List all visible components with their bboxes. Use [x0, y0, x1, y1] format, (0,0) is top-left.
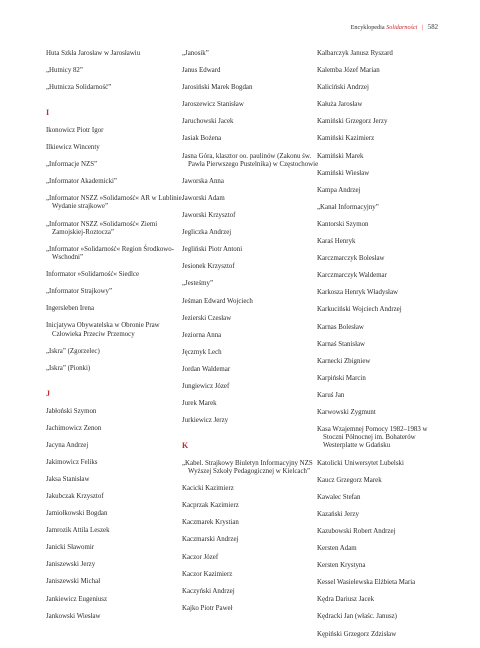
index-entry: Karnaś Stanisław — [317, 340, 366, 348]
index-entry: Jeziorna Anna — [182, 331, 222, 339]
index-entry: Jungiewicz Józef — [182, 382, 230, 390]
index-entry: Kawalec Stefan — [317, 493, 361, 501]
index-entry: Kaczmarski Andrzej — [182, 536, 239, 544]
index-entry: Informator »Solidarność« Siedlce — [46, 271, 139, 279]
index-entry: Jesionek Krzysztof — [182, 263, 235, 271]
index-entry: Jurkiewicz Jerzy — [182, 417, 229, 425]
index-entry: Janiszewski Jerzy — [46, 561, 96, 569]
index-entry: Jegliczka Andrzej — [182, 229, 232, 237]
publication-title: Encyklopedia — [350, 24, 385, 31]
header-separator: | — [422, 24, 424, 31]
index-entry: Kamiński Kazimierz — [317, 135, 375, 143]
index-entry: Ikonowicz Piotr Igor — [46, 126, 104, 134]
index-entry: Jegliński Piotr Antoni — [182, 246, 243, 254]
index-entry: Kałuża Jarosław — [317, 101, 363, 109]
index-entry: Kersten Krystyna — [317, 562, 366, 570]
page-number: 582 — [427, 24, 438, 31]
index-entry: „Informator NSZZ »Solidarność« AR w Lublinie. Wydanie strajkowe” — [46, 195, 184, 211]
index-entry: Kędracki Jan (właśc. Janusz) — [317, 613, 397, 621]
index-entry: „Informator Strajkowy” — [46, 288, 113, 296]
index-entry: Kacicki Kazimierz — [182, 485, 234, 493]
index-entry: Janus Edward — [182, 67, 221, 75]
index-entry: Kaczor Kazimierz — [182, 570, 233, 578]
index-entry: Huta Szkła Jarosław w Jarosławiu — [46, 50, 141, 57]
index-entry: Kalemba Józef Marian — [317, 67, 380, 75]
section-letter-heading: I — [46, 108, 50, 118]
index-entry: Kazański Jerzy — [317, 510, 359, 518]
publication-brand: Solidarności — [386, 24, 418, 31]
index-entry: Kajko Piotr Paweł — [182, 604, 233, 612]
index-entry: Jaworski Adam — [182, 194, 225, 202]
index-entry: Ilkiewicz Wincenty — [46, 143, 100, 151]
index-entry: „Informacje NZS” — [46, 161, 98, 169]
index-entry: Kersten Adam — [317, 545, 357, 553]
section-letter-heading: J — [46, 389, 50, 399]
running-header — [351, 24, 438, 31]
index-entry: Kampa Andrzej — [317, 186, 361, 194]
index-entry: Janiszewski Michał — [46, 578, 101, 586]
index-entry: „Hutnicy 82” — [46, 67, 83, 75]
index-entry: Jasiak Bożena — [182, 135, 222, 143]
index-entry: „Hutnicza Solidarność” — [46, 84, 112, 92]
index-column-3 — [317, 50, 447, 648]
index-entry: Jurek Marek — [182, 400, 217, 408]
index-entry: Janicki Sławomir — [46, 544, 95, 552]
index-entry: Kasa Wzajemnej Pomocy 1982–1983 w Stoczni Północnej im. Bohaterów Westerplatte w Gdańsku — [317, 426, 428, 450]
index-entry: „Kabel. Strajkowy Biuletyn Informacyjny NZS Wyższej Szkoły Pedagogicznej w Kielcach” — [182, 459, 313, 476]
index-entry: Jaruchowski Jacek — [182, 118, 234, 126]
index-entry: Jaworska Anna — [182, 177, 224, 185]
index-entry: Jaksa Stanisław — [46, 475, 90, 483]
index-entry: Jasna Góra, klasztor oo. paulinów (Zakonu św. Pawła Pierwszego Pustelnika) w Częstochowie — [182, 152, 319, 168]
index-entry: Jarosiński Marek Bogdan — [182, 84, 253, 92]
index-entry: Karnecki Zbigniew — [317, 357, 371, 365]
index-entry: Inicjatywa Obywatelska w Obronie Praw Człowieka Przeciw Przemocy — [46, 322, 160, 338]
index-column-1 — [46, 50, 186, 630]
index-entry: „Kanał Informacyjny” — [317, 203, 379, 211]
index-entry: Jankiewicz Eugeniusz — [46, 595, 108, 603]
index-entry: „Iskra” (Pionki) — [46, 364, 91, 372]
index-entry: Kaucz Grzegorz Marek — [317, 476, 382, 484]
index-entry: Kalbarczyk Janusz Ryszard — [317, 50, 393, 57]
index-entry: Kessel Wasielewska Elżbieta Maria — [317, 579, 416, 587]
index-entry: Jaworski Krzysztof — [182, 212, 236, 220]
index-entry: Jacyna Andrzej — [46, 441, 89, 449]
index-entry: „Informator Akademicki” — [46, 178, 117, 186]
index-entry: Karczmarczyk Waldemar — [317, 272, 387, 280]
index-entry: „Jesteśmy” — [182, 280, 213, 288]
index-entry: „Informator »Solidarność« Region Środkowo-Wschodni” — [46, 245, 175, 262]
index-entry: Jankowski Wiesław — [46, 612, 101, 620]
index-entry: Karpiński Marcin — [317, 374, 366, 382]
index-entry: Jamiołkowski Bogdan — [46, 510, 108, 518]
section-letter-heading: K — [182, 441, 189, 451]
index-entry: Jaroszewicz Stanisław — [182, 101, 244, 109]
index-entry: Karkuciński Wojciech Andrzej — [317, 306, 402, 314]
index-entry: Kamiński Grzegorz Jerzy — [317, 118, 388, 126]
index-entry: Jęczmyk Lech — [182, 348, 222, 356]
index-entry: „Informator NSZZ »Solidarność« Ziemi Zamojskiej-Roztocza” — [46, 220, 158, 236]
index-entry: „Iskra” (Zgorzelec) — [46, 347, 100, 355]
index-entry: Kacprzak Kazimierz — [182, 502, 239, 510]
index-entry: Karaś Henryk — [317, 238, 356, 246]
index-entry: Jakimowicz Feliks — [46, 458, 98, 466]
index-entry: Kaczyński Andrzej — [182, 587, 235, 595]
index-entry: Ingersleben Irena — [46, 305, 95, 313]
index-entry: Katolicki Uniwersytet Lubelski — [317, 459, 404, 467]
index-entry: Jezierski Czesław — [182, 314, 232, 322]
index-entry: Kępiński Grzegorz Zdzisław — [317, 630, 397, 638]
index-entry: Jordan Waldemar — [182, 365, 231, 373]
index-entry: Karkosza Henryk Władysław — [317, 289, 399, 297]
index-entry: Jachimowicz Zenon — [46, 424, 102, 432]
index-entry: Jakubczak Krzysztof — [46, 493, 104, 500]
index-entry: Karuś Jan — [317, 391, 345, 399]
index-entry: Kędra Dariusz Jacek — [317, 596, 375, 604]
index-entry: Jabłoński Szymon — [46, 407, 97, 415]
index-entry: Jamrozik Attila Leszek — [46, 527, 110, 535]
index-entry: Karczmarczyk Bolesław — [317, 255, 385, 263]
index-entry: Kaczor Józef — [182, 553, 219, 561]
index-entry: Karwowski Zygmunt — [317, 408, 376, 416]
index-column-2 — [182, 50, 322, 622]
index-entry: Kamiński Marek — [317, 152, 364, 160]
index-entry: Kamiński Wiesław — [317, 169, 370, 177]
index-entry: Kaliciński Andrzej — [317, 84, 369, 92]
index-entry: Kaczmarek Krystian — [182, 519, 239, 527]
index-entry: Karnas Bolesław — [317, 323, 364, 331]
index-entry: Kantorski Szymon — [317, 220, 369, 228]
index-entry: Jeśman Edward Wojciech — [182, 297, 253, 305]
index-entry: „Janosik” — [182, 50, 209, 57]
index-entry: Kazubowski Robert Andrzej — [317, 527, 396, 535]
